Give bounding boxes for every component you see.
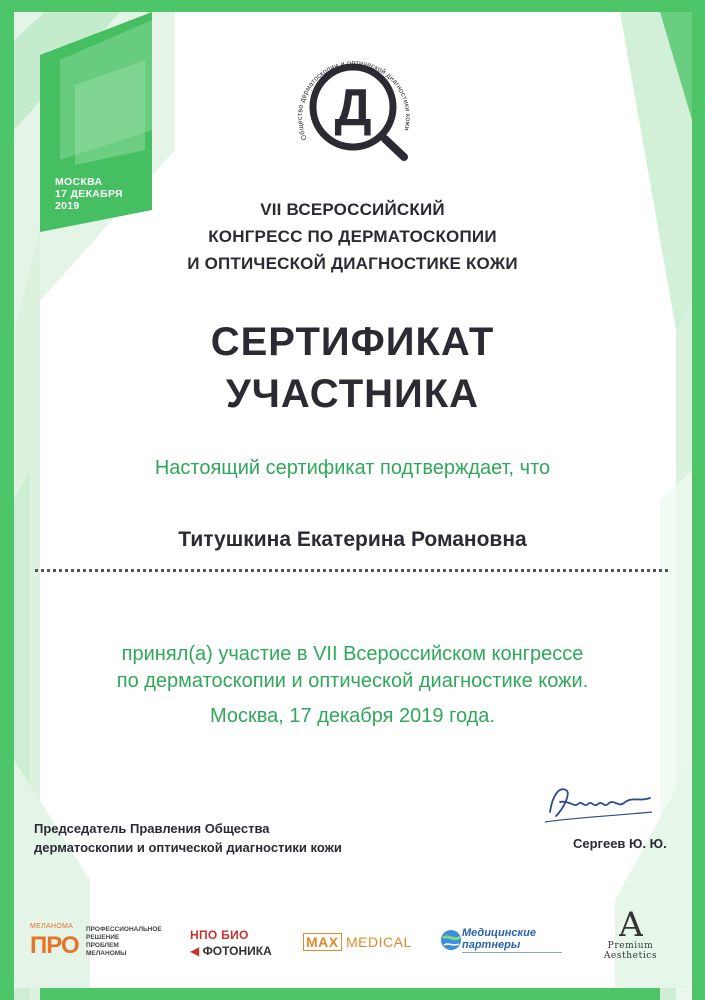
certificate-heading	[100, 316, 605, 420]
med-partners-underline	[462, 952, 562, 953]
badge-city: МОСКВА	[55, 176, 103, 188]
max-text: MAX	[303, 933, 342, 951]
melanoma-pro-desc-4: МЕЛАНОМЫ	[86, 950, 127, 957]
npo-chevron-icon: ◀	[190, 944, 203, 958]
melanoma-pro-logo	[30, 923, 190, 963]
emblem-letter: Д	[334, 79, 372, 137]
congress-line-1: VII ВСЕРОССИЙСКИЙ	[260, 200, 445, 219]
certificate-heading-line-1: СЕРТИФИКАТ	[210, 320, 495, 364]
melanoma-pro-desc	[86, 926, 162, 958]
npo-line-2: ФОТОНИКА	[202, 944, 272, 958]
congress-line-2: КОНГРЕСС ПО ДЕРМАТОСКОПИИ	[208, 227, 497, 246]
premium-aesthetics-mark	[619, 905, 643, 939]
npo-line-1: НПО БИО	[190, 928, 249, 942]
melanoma-pro-desc-2: РЕШЕНИЕ	[86, 934, 120, 941]
certificate-heading-line-2: УЧАСТНИКА	[225, 372, 480, 416]
premium-aesthetics-logo	[583, 905, 678, 961]
melanoma-pro-big: ПРО	[30, 932, 79, 959]
melanoma-pro-small: МЕЛАНОМА	[30, 923, 74, 930]
participation-statement	[30, 641, 675, 695]
melanoma-pro-desc-3: ПРОБЛЕМ	[86, 942, 119, 949]
npo-line-2-wrap	[190, 944, 272, 958]
signature-image	[540, 778, 660, 828]
melanoma-pro-desc-1: ПРОФЕССИОНАЛЬНОЕ	[86, 926, 162, 933]
participation-line-2: по дерматоскопии и оптической диагностике кожи.	[116, 670, 589, 692]
med-partners-line-1: Медицинские	[462, 927, 536, 939]
signatory-title-line-1: Председатель Правления Общества	[34, 821, 270, 836]
premium-aesthetics-text: Premium Aesthetics	[603, 941, 658, 961]
premium-aesthetics-letter: A	[619, 905, 643, 939]
confirm-statement: Настоящий сертификат подтверждает, что	[154, 457, 551, 479]
signatory-title	[34, 819, 342, 857]
name-underline	[35, 569, 668, 572]
event-date: Москва, 17 декабря 2019 года.	[210, 705, 495, 727]
med-partners-line-2: партнеры	[462, 939, 521, 951]
participant-name: Титушкина Екатерина Романовна	[178, 528, 527, 551]
society-emblem	[283, 49, 423, 167]
participation-line-1: принял(а) участие в VII Всероссийском конгрессе	[121, 643, 584, 665]
emblem-ring-text: Общество дерматоскопии и оптической диагностики кожи	[296, 59, 412, 142]
globe-icon	[440, 928, 462, 952]
npo-biophotonics-logo	[190, 928, 272, 958]
medical-partners-logo	[440, 924, 565, 956]
signatory-title-line-2: дерматоскопии и оптической диагностики кожи	[34, 840, 342, 855]
congress-title	[100, 196, 605, 277]
signatory-name: Сергеев Ю. Ю.	[573, 836, 667, 851]
badge-year: 2019	[55, 200, 80, 212]
badge-date: 17 ДЕКАБРЯ	[55, 188, 123, 200]
medical-text: MEDICAL	[346, 934, 412, 950]
congress-line-3: И ОПТИЧЕСКОЙ ДИАГНОСТИКЕ КОЖИ	[187, 254, 518, 273]
max-medical-logo	[303, 934, 412, 950]
